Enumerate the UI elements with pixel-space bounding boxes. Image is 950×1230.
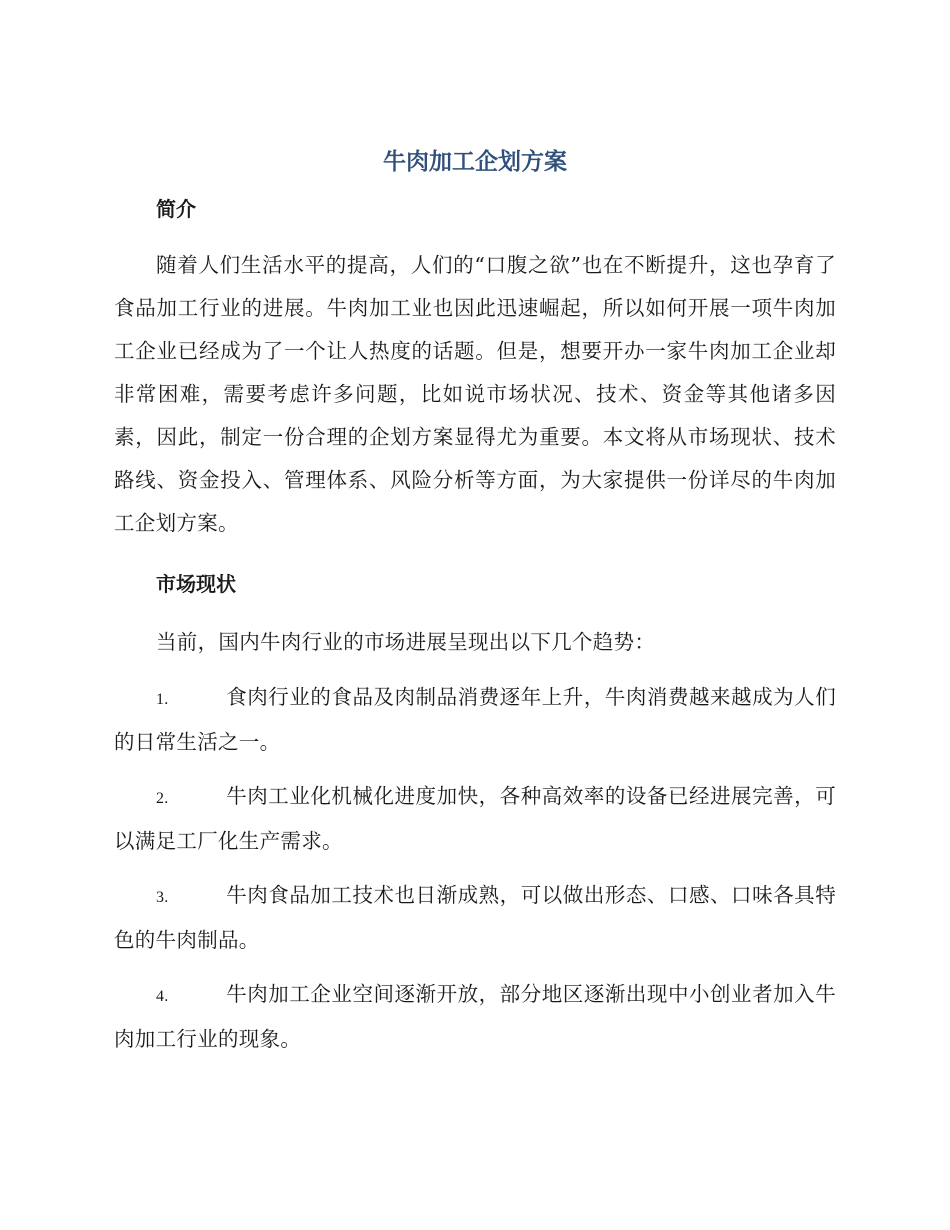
intro-paragraph: 随着人们生活水平的提高，人们的“口腹之欲”也在不断提升，这也孕育了食品加工行业的进展。牛肉加工业也因此迅速崛起，所以如何开展一项牛肉加工企业已经成为了一个让人热度的话题。但是，想要开办一家牛肉加工企业却非常困难，需要考虑许多问题，比如说市场状况、技术、资金等其他诸多因素，因此，制定一份合理的企划方案显得尤为重要。本文将从市场现状、技术路线、资金投入、管理体系、风险分析等方面，为大家提供一份详尽的牛肉加工企划方案。 — [114, 253, 836, 535]
document-title: 牛肉加工企划方案 — [383, 149, 567, 175]
list-item-text: 牛肉工业化机械化进度加快，各种高效率的设备已经进展完善，可以满足工厂化生产需求。 — [114, 784, 836, 853]
list-item — [114, 874, 836, 962]
list-item-text: 牛肉加工企业空间逐渐开放，部分地区逐渐出现中小创业者加入牛肉加工行业的现象。 — [114, 982, 836, 1051]
list-item-text: 牛肉食品加工技术也日渐成熟，可以做出形态、口感、口味各具特色的牛肉制品。 — [114, 883, 836, 952]
list-item-number: 1. — [156, 691, 169, 708]
list-item — [114, 973, 836, 1061]
section-heading-intro: 简介 — [156, 197, 196, 221]
section-heading-market: 市场现状 — [156, 572, 236, 596]
list-item — [114, 775, 836, 863]
list-item-number: 2. — [156, 790, 169, 807]
list-item-number: 4. — [156, 988, 169, 1005]
list-item-number: 3. — [156, 889, 169, 906]
market-lead-paragraph: 当前，国内牛肉行业的市场进展呈现出以下几个趋势： — [156, 630, 656, 654]
list-item-text: 食肉行业的食品及肉制品消费逐年上升，牛肉消费越来越成为人们的日常生活之一。 — [114, 685, 836, 754]
trend-list — [114, 676, 836, 1061]
list-item — [114, 676, 836, 764]
